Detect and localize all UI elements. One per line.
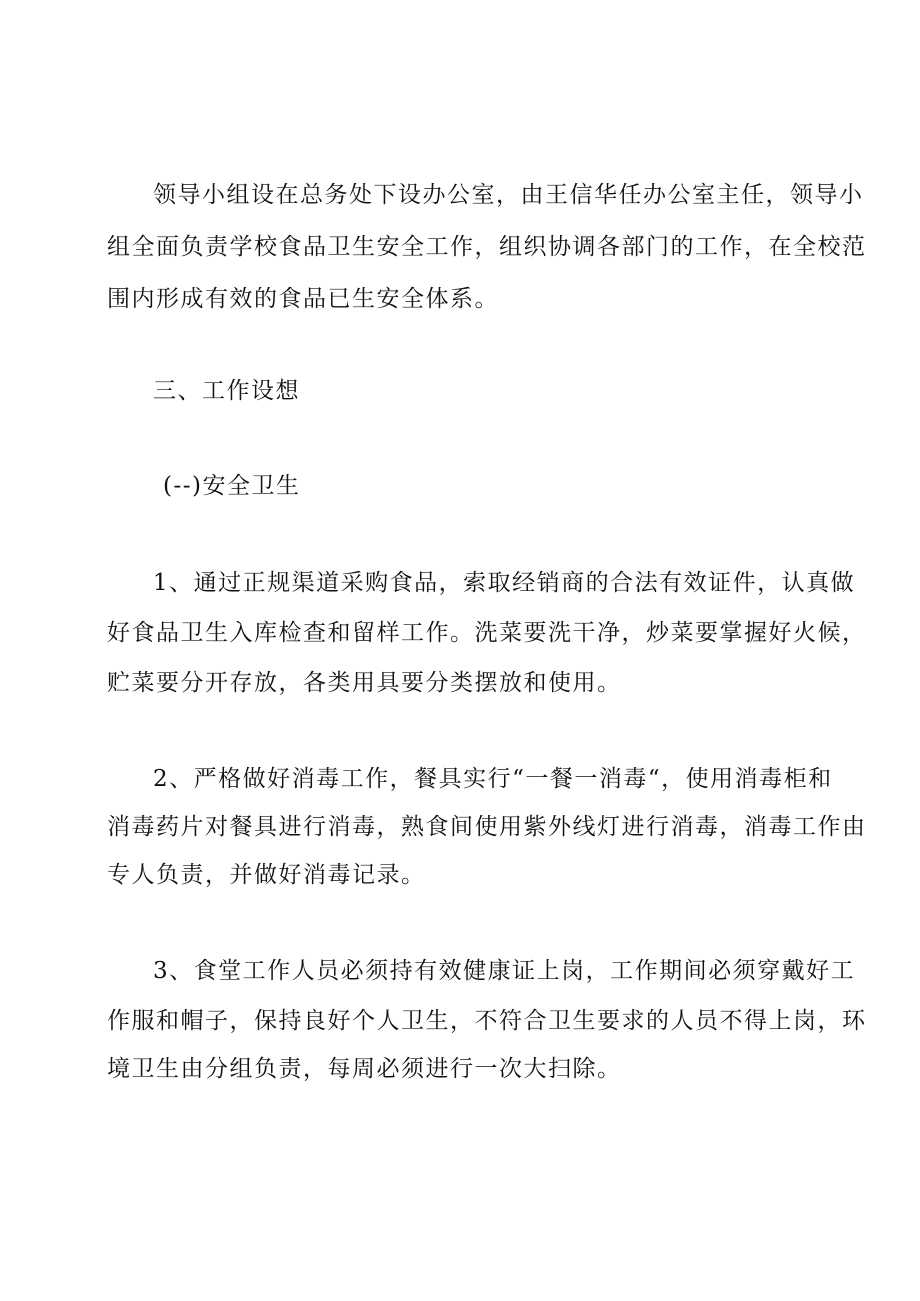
paragraph-1-line-3: 围内形成有效的食品已生安全体系。 [107, 286, 499, 312]
item-2-line-1: 2、严格做好消毒工作，餐具实行“一餐一消毒“，使用消毒柜和 [153, 766, 833, 792]
paragraph-1-line-2: 组全面负责学校食品卫生安全工作，组织协调各部门的工作，在全校范 [107, 234, 867, 260]
subsection-heading: (--)安全卫生 [163, 473, 301, 499]
paragraph-1-line-1: 领导小组设在总务处下设办公室，由王信华任办公室主任，领导小 [153, 182, 864, 208]
item-2-line-2: 消毒药片对餐具进行消毒，熟食间使用紫外线灯进行消毒，消毒工作由 [107, 814, 867, 840]
item-1-line-3: 贮菜要分开存放，各类用具要分类摆放和使用。 [107, 670, 622, 696]
item-2-line-3: 专人负责，并做好消毒记录。 [107, 862, 426, 888]
item-1-line-1: 1、通过正规渠道采购食品，索取经销商的合法有效证件，认真做 [153, 570, 856, 596]
item-3-line-3: 境卫生由分组负责，每周必须进行一次大扫除。 [107, 1056, 622, 1082]
item-3-line-1: 3、食堂工作人员必须持有效健康证上岗，工作期间必须穿戴好工 [153, 958, 856, 984]
item-3-line-2: 作服和帽子，保持良好个人卫生，不符合卫生要求的人员不得上岗，环 [107, 1008, 867, 1034]
item-1-line-2: 好食品卫生入库检查和留样工作。洗菜要洗干净，炒菜要掌握好火候， [107, 620, 867, 646]
section-heading: 三、工作设想 [153, 378, 300, 404]
